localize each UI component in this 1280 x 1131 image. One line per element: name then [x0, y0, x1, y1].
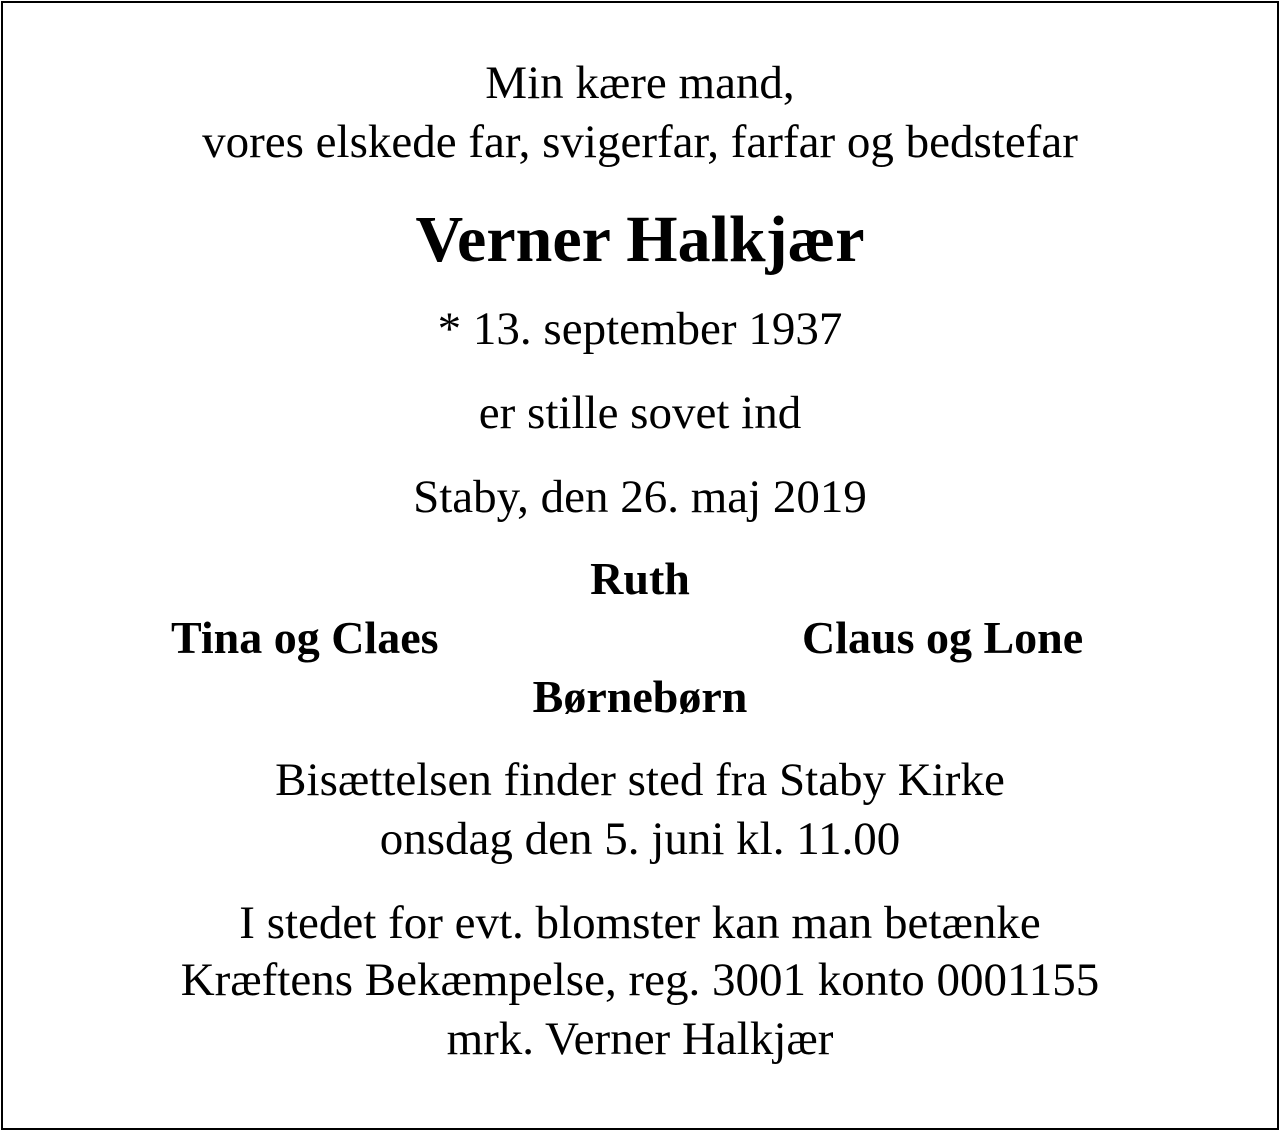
donation-line-2: Kræftens Bekæmpelse, reg. 3001 konto 0001155	[180, 954, 1100, 1006]
birth-date: * 13. september 1937	[437, 303, 843, 355]
intro-line-2: vores elskede far, svigerfar, farfar og bedstefar	[202, 116, 1078, 168]
mourner-grandchildren: Børnebørn	[532, 671, 748, 722]
funeral-line-1: Bisættelsen finder sted fra Staby Kirke	[275, 754, 1005, 806]
mourner-child-left: Tina og Claes	[171, 612, 439, 663]
intro-line-1: Min kære mand,	[485, 57, 795, 109]
mourner-spouse: Ruth	[590, 553, 690, 604]
deceased-name: Verner Halkjær	[415, 203, 865, 276]
donation-line-3: mrk. Verner Halkjær	[446, 1013, 834, 1065]
place-and-date: Staby, den 26. maj 2019	[413, 471, 867, 523]
donation-line-1: I stedet for evt. blomster kan man betænke	[239, 897, 1041, 949]
mourner-child-right: Claus og Lone	[802, 612, 1084, 663]
passed-away-text: er stille sovet ind	[478, 387, 802, 439]
funeral-line-2: onsdag den 5. juni kl. 11.00	[379, 813, 901, 865]
